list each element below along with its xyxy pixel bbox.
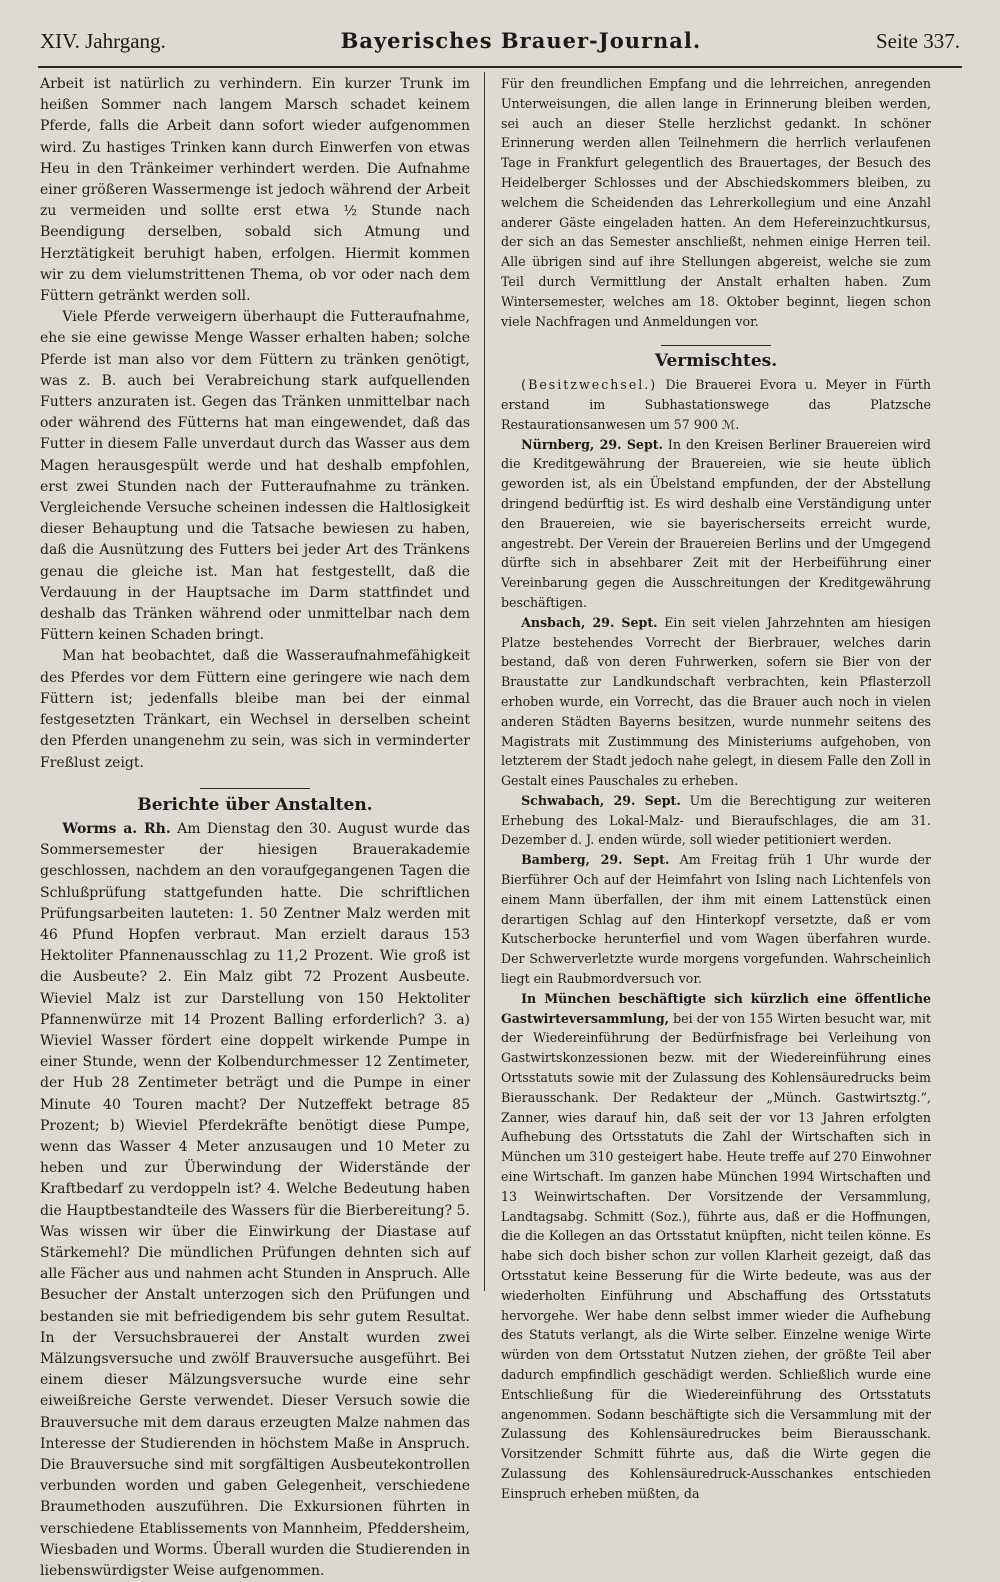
news-item [501, 375, 931, 434]
news-item [501, 613, 931, 791]
page-header [40, 28, 960, 68]
news-text: Ein seit vielen Jahrzehnten am hiesigen Platze bestehendes Vorrecht der Bierbrauer, welches darin bestand, daß von deren Fuhrwerken, sofern sie Bier von der Braustatte zur Landkundschaft verbrachten, kein Pflasterzoll erhoben wurde, ein Vorrecht, das die Brauer auch noch in vielen anderen Städten Bayerns besitzen, wurde nunmehr seitens des Magistrats mit Zustimmung des Ministeriums aufgehoben, von letzterem der Stadt jedoch nahe gelegt, in diesem Falle den Zoll in Gestalt eines Pauschales zu erheben. [501, 614, 931, 789]
news-text: Um die Berechtigung zur weiteren Erhebung des Lokal-Malz- und Bieraufschlages, die am 31. Dezember d. J. enden würde, soll wieder petitioniert werden. [501, 792, 932, 848]
section-title-vermischtes: Vermischtes. [654, 351, 778, 372]
news-lead: In München beschäftigte sich kürzlich eine öffentliche Gastwirteversammlung, [501, 990, 931, 1026]
news-item [501, 791, 931, 850]
column-divider [484, 72, 485, 1291]
left-column [40, 74, 471, 1580]
paragraph: Man hat beobachtet, daß die Wasseraufnahmefähigkeit des Pferdes vor dem Füttern eine geringere wie nach dem Füttern ist; jedenfalls bleibe man bei der einmal festgesetzten Tränkart, ein Wechsel in derselben scheint den Pferden unangenehm zu sein, was sich in verminderter Freßlust zeigt. [40, 648, 470, 771]
paragraph: Für den freundlichen Empfang und die lehrreichen, anregenden Unterweisungen, die allen lange in Erinnerung bleiben werden, sei auch an dieser Stelle herzlichst gedankt. In schöner Erinnerung werden allen Teilnehmern die herrlich verlaufenen Tage in Frankfurt gelegentlich des Brauertages, der Besuch des Heidelberger Schlosses und der Abschiedskommers bleiben, zu welchem die Scheidenden das Lehrerkollegium und eine Anzahl anderer Gäste eingeladen hatten. An dem Hefereinzuchtkursus, der sich an das Semester anschließt, nehmen einige Herren teil. Alle übrigen sind auf ihre Stellungen abgereist, welche sie zum Teil durch Vermittlung der Anstalt erhalten haben. Zum Wintersemester, welches am 18. Oktober beginnt, liegen schon viele Nachfragen und Anmeldungen vor. [501, 76, 931, 329]
news-text: Die Brauerei Evora u. Meyer in Fürth erstand im Subhastationswege das Platzsche Restaurationsanwesen um 57 900 ℳ. [501, 377, 931, 432]
news-lead: Nürnberg, 29. Sept. [521, 436, 663, 452]
news-text: bei der von 155 Wirten besucht war, mit der Wiedereinführung der Bedürfnisfrage bei Verleihung von Gastwirtskonzessionen bezw. mit der Wiedereinführung eines Ortsstatuts sowie mit der Zulassung des Kohlensäuredrucks beim Bierausschank. Der Redakteur der „Münch. Gastwirtsztg.“, Zanner, wies darauf hin, daß seit der vor 13 Jahren erfolgten Aufhebung des Ortsstatuts die Zahl der Wirtschaften sich in München um 310 gesteigert habe. Heute treffe auf 270 Einwohner eine Wirtschaft. Im ganzen habe München 1994 Wirtschaften und 13 Weinwirtschaften. Der Vorsitzende der Versammlung, Landtagsabg. Schmitt (Soz.), führte aus, daß er die Hoffnungen, die die Kollegen an das Ortsstatut knüpften, nicht teilen könne. Es habe sich doch bisher schon zur vollen Klarheit gezeigt, daß das Ortsstatut keine Besserung für die Wirte bedeute, was aus der wiederholten Einführung und Abschaffung des Ortsstatuts hervorgehe. Wer habe denn selbst immer wieder die Aufhebung des Statuts verlangt, als die Wirte selber. Einzelne wenige Wirte würden von dem Ortsstatut Nutzen ziehen, der größte Teil aber dadurch empfindlich geschädigt werden. Schließlich wurde eine Entschließung für die Wiedereinführung des Ortsstatuts angenommen. Sodann beschäftigte sich die Versammlung mit der Zulassung des Kohlensäuredruckes beim Bierausschank. Vorsitzender Schmitt führte aus, daß die Wirte gegen die Zulassung des Kohlensäuredruck-Ausschankes entschieden Einspruch erheben müßten, da [501, 1010, 931, 1501]
section-title-berichte: Berichte über Anstalten. [137, 794, 373, 815]
news-item [501, 989, 931, 1504]
section-rule [200, 788, 310, 789]
header-rule [38, 66, 962, 68]
section-rule [661, 345, 771, 346]
report-text: Am Dienstag den 30. August wurde das Sommersemester der hiesigen Brauerakademie geschlossen, nachdem an den voraufgegangenen Tagen die Schlußprüfung stattgefunden hatte. Die schriftlichen Prüfungsarbeiten lauteten: 1. 50 Zentner Malz werden mit 46 Pfund Hopfen verbraut. Man erzielt daraus 153 Hektoliter Pfannenausschlag zu 11,2 Prozent. Wie groß ist die Ausbeute? 2. Ein Malz gibt 72 Prozent Ausbeute. Wieviel Malz ist zur Darstellung von 150 Hektoliter Pfannenwürze mit 14 Prozent Balling erforderlich? 3. a) Wieviel Wasser fördert eine doppelt wirkende Pumpe in einer Stunde, wenn der Kolbendurchmesser 12 Zentimeter, der Hub 28 Zentimeter beträgt und die Pumpe in einer Minute 40 Touren macht? Der Nutzeffekt betrage 85 Prozent; b) Wieviel Pferdekräfte benötigt diese Pumpe, wenn das Wasser 4 Meter anzusaugen und 10 Meter zu heben und zur Überwindung der Widerstände der Kraftbedarf zu verdoppeln ist? 4. Welche Bedeutung haben die Hauptbestandteile des Wassers für die Bierbereitung? 5. Was wissen wir über die Einwirkung der Diastase auf Stärkemehl? Die mündlichen Prüfungen dehnten sich auf alle Fächer aus und nahmen acht Stunden in Anspruch. Alle Besucher der Anstalt unterzogen sich den Prüfungen und bestanden sie mit befriedigendem bis sehr gutem Resultat. In der Versuchsbrauerei der Anstalt wurden zwei Mälzungsversuche und zwölf Brauversuche ausgeführt. Bei einem dieser Mälzungsversuche wurde eine sehr eiweißreiche Gerste verwendet. Dieser Versuch sowie die Brauversuche mit dem daraus erzeugten Malze nahmen das Interesse der Studierenden in höchstem Maße in Anspruch. Die Brauversuche sind mit sorgfältigen Ausbeutekontrollen verbunden worden und gaben Gelegenheit, verschiedene Braumethoden auszuführen. Die Exkursionen führten in verschiedene Etablissements von Mannheim, Pfeddersheim, Wiesbaden und Worms. Überall wurden die Studierenden in liebenswürdigster Weise aufgenommen. [40, 820, 471, 1580]
news-lead: Schwabach, 29. Sept. [521, 792, 681, 808]
news-text: In den Kreisen Berliner Brauereien wird die Kreditgewährung der Brauereien, wie sie heute üblich geworden ist, als ein Übelstand empfunden, der der Abstellung dringend bedürftig ist. Es wird deshalb eine Verständigung unter den Brauereien, wie sie bayerischerseits erreicht wurde, angestrebt. Der Verein der Brauereien Berlins und der Umgegend dürfte sich in absehbarer Zeit mit der Herbeiführung einer Vereinbarung gegen die Ausschreitungen der Kreditgewährung beschäftigen. [501, 436, 931, 610]
news-item [501, 435, 931, 613]
paragraph: Arbeit ist natürlich zu verhindern. Ein kurzer Trunk im heißen Sommer nach langem Marsch schadet keinem Pferde, falls die Arbeit dann sofort wieder aufgenommen wird. Zu hastiges Trinken kann durch Einwerfen von etwas Heu in den Tränkeimer verhindert werden. Die Aufnahme einer größeren Wassermenge ist jedoch während der Arbeit zu vermeiden und sollte erst etwa ½ Stunde nach Beendigung derselben, sobald sich Atmung und Herztätigkeit beruhigt haben, erfolgen. Hiermit kommen wir zu dem vielumstrittenen Thema, ob vor oder nach dem Füttern getränkt werden soll. [40, 76, 470, 305]
report-worms [40, 819, 470, 1582]
page-number: Seite 337. [876, 29, 960, 53]
report-place: Worms a. Rh. [62, 820, 171, 837]
volume-label: XIV. Jahrgang. [40, 29, 166, 53]
news-item [501, 850, 931, 989]
news-lead: (Besitzwechsel.) [521, 377, 658, 393]
news-lead: Bamberg, 29. Sept. [521, 852, 670, 868]
right-column [501, 74, 932, 1501]
news-lead: Ansbach, 29. Sept. [521, 614, 658, 630]
paragraph: Viele Pferde verweigern überhaupt die Futteraufnahme, ehe sie eine gewisse Menge Wasser erhalten haben; solche Pferde ist man also vor dem Füttern zu tränken genötigt, was z. B. auch bei Verabreichung stark aufquellenden Futters anzuraten ist. Gegen das Tränken unmittelbar nach oder während des Fütterns hat man eingewendet, daß das Futter in diesem Falle unverdaut durch das Wasser aus dem Magen herausgespült werde und hat deshalb empfohlen, erst zwei Stunden nach der Futteraufnahme zu tränken. Vergleichende Versuche scheinen indessen die Haltlosigkeit dieser Behauptung und die Tatsache bewiesen zu haben, daß die Ausnützung des Futters bei jeder Art des Tränkens genau die gleiche ist. Man hat festgestellt, daß die Verdauung in der Hauptsache im Darm stattfindet und deshalb das Tränken während oder unmittelbar nach dem Füttern keinen Schaden bringt. [40, 309, 470, 644]
news-text: Am Freitag früh 1 Uhr wurde der Bierführer Och auf der Heimfahrt von Isling nach Lichtenfels von einem Mann überfallen, der ihm mit einem Lattenstück einen derartigen Schlag auf den Hinterkopf versetzte, daß er vom Kutscherbocke herunterfiel und vom Wagen überfahren wurde. Der Schwerverletzte wurde morgens vorgefunden. Wahrscheinlich liegt ein Raubmordversuch vor. [501, 852, 931, 987]
journal-title: Bayerisches Brauer-Journal. [340, 28, 702, 53]
